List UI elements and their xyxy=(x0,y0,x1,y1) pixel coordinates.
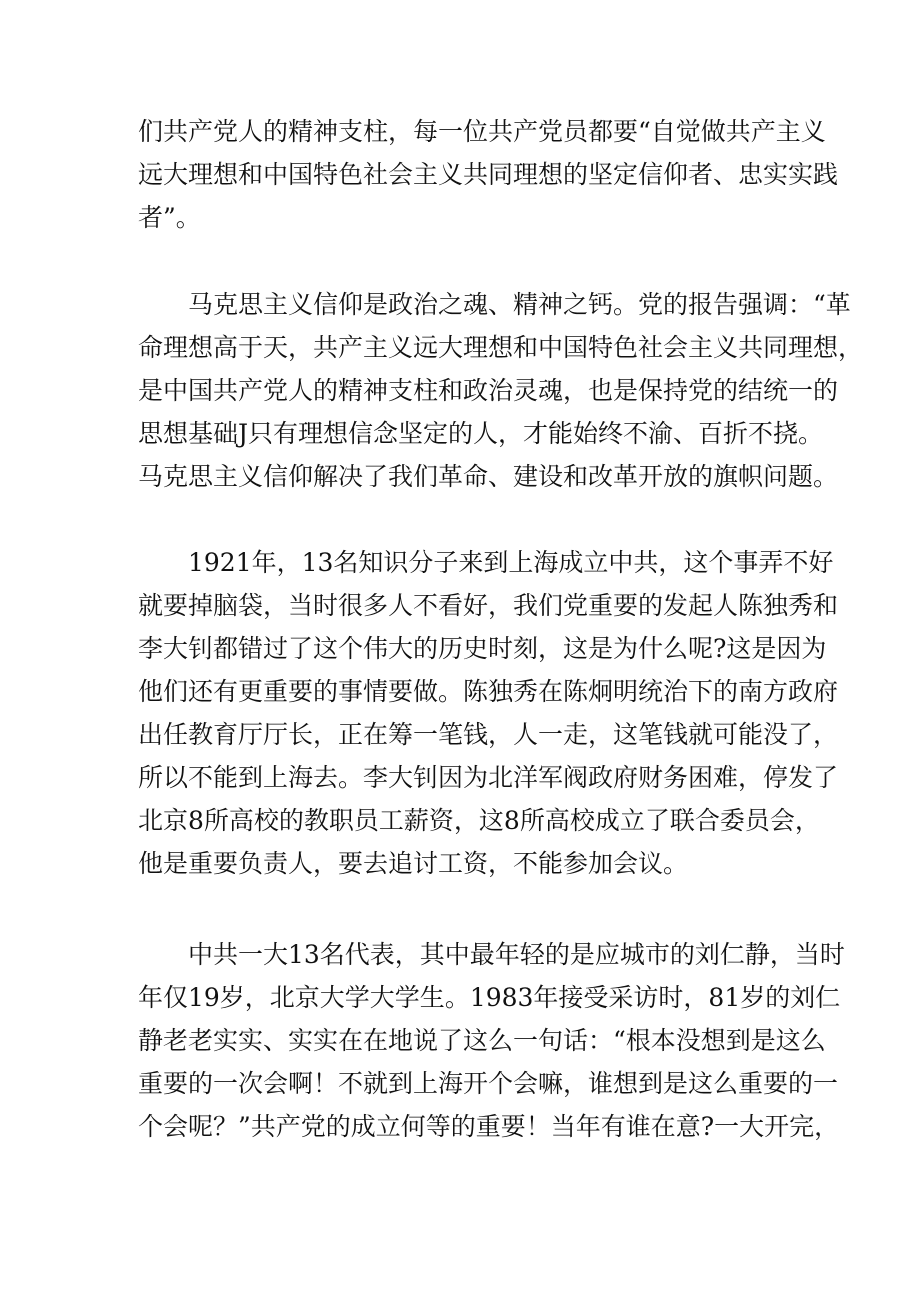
text-line: 李大钊都错过了这个伟大的历史时刻，这是为什么呢?这是因为 xyxy=(138,634,827,663)
text-line: 就要掉脑袋，当时很多人不看好，我们党重要的发起人陈独秀和 xyxy=(138,591,839,620)
text-line: 远大理想和中国特色社会主义共同理想的坚定信仰者、忠实实践 xyxy=(138,160,839,189)
paragraph-continuation xyxy=(138,110,839,239)
paragraph-1921-founding xyxy=(138,541,839,885)
text-line: 出任教育厅厅长，正在筹一笔钱，人一走，这笔钱就可能没了， xyxy=(138,720,839,749)
text-line: 重要的一次会啊！不就到上海开个会嘛，谁想到是这么重要的一 xyxy=(138,1069,839,1098)
text-line: 是中国共产党人的精神支柱和政治灵魂，也是保持党的结统一的 xyxy=(138,376,839,405)
text-line: 1921年，13名知识分子来到上海成立中共，这个事弄不好 xyxy=(188,548,834,577)
text-line: 静老老实实、实实在在地说了这么一句话：“根本没想到是这么 xyxy=(138,1026,826,1055)
text-line: 他们还有更重要的事情要做。陈独秀在陈炯明统治下的南方政府 xyxy=(138,677,839,706)
text-line: 马克思主义信仰解决了我们革命、建设和改革开放的旗帜问题。 xyxy=(138,462,839,491)
paragraph-marxism-belief xyxy=(138,283,864,498)
paragraph-first-congress xyxy=(138,933,845,1148)
text-line: 年仅19岁，北京大学大学生。1983年接受采访时，81岁的刘仁 xyxy=(138,983,841,1012)
text-line: 马克思主义信仰是政治之魂、精神之钙。党的报告强调：“革 xyxy=(188,290,851,319)
text-line: 命理想高于天，共产主义远大理想和中国特色社会主义共同理想， xyxy=(138,333,864,362)
text-line: 思想基础J只有理想信念坚定的人，才能始终不渝、百折不挠。 xyxy=(138,419,824,448)
text-line: 北京8所高校的教职员工薪资，这8所高校成立了联合委员会， xyxy=(138,806,820,835)
text-line: 者”。 xyxy=(138,203,201,232)
text-line: 们共产党人的精神支柱，每一位共产党员都要“自觉做共产主义 xyxy=(138,117,826,146)
text-line: 中共一大13名代表，其中最年轻的是应城市的刘仁静，当时 xyxy=(188,940,845,969)
text-line: 所以不能到上海去。李大钊因为北洋军阀政府财务困难，停发了 xyxy=(138,763,839,792)
text-line: 他是重要负责人，要去追讨工资，不能参加会议。 xyxy=(138,849,689,878)
text-line: 个会呢？”共产党的成立何等的重要！当年有谁在意?一大开完， xyxy=(138,1112,840,1141)
